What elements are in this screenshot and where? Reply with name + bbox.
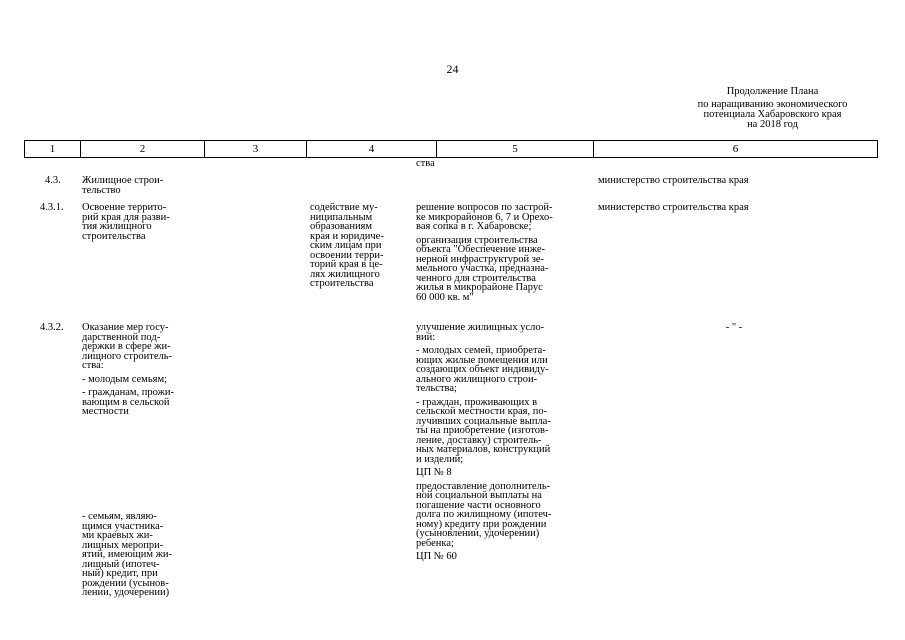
continuation-heading [640, 87, 905, 130]
continuation-line-1: Продолжение Плана [726, 86, 819, 97]
row-4-3-2-program-ref-1: ЦП № 8 [416, 467, 452, 478]
header-col-5: 5 [512, 143, 518, 155]
row-4-3-2-young-families: - молодым семьям; [82, 373, 168, 385]
row-4-3-1-number: 4.3.1. [40, 202, 64, 213]
row-4-3-executor: министерство строительства края [598, 175, 749, 186]
table-header-row [25, 140, 877, 158]
carry-over-text: ства [416, 158, 435, 169]
header-col-3: 3 [252, 143, 259, 155]
row-4-3-2-result-1: улучшение жилищных усло- вий: [416, 322, 545, 343]
row-4-3-2-result-4: предоставление дополнитель- ной социальной выплаты на погашение части основного долга по жилищному (ипотеч- ному) кредиту при рождении (усыновлении, удочерении) ребенка; [416, 480, 552, 549]
header-col-2: 2 [139, 143, 146, 155]
row-4-3-2-rural-citizens: - гражданам, прожи- вающим в сельской местности [82, 387, 174, 417]
row-4-3-number: 4.3. [45, 175, 61, 186]
row-4-3-2-results [416, 323, 586, 562]
row-4-3-2-title: Оказание мер госу- дарственной под- держки в сфере жи- лищного строитель- ства: [82, 322, 173, 371]
row-4-3-1-result-1: решение вопросов по застрой- ке микрорайонов 6, 7 и Орехо- вая сопка в г. Хабаровске; [416, 202, 553, 232]
row-4-3-2-title-block [82, 323, 207, 417]
row-4-3-1-title: Освоение террито- рий края для разви- тия жилищного строительства [82, 202, 170, 242]
row-4-3-2-program-ref-2: ЦП № 60 [416, 551, 457, 562]
row-4-3-title: Жилищное строи- тельство [82, 175, 164, 196]
continuation-line-3: потенциала Хабаровского края [703, 109, 842, 120]
row-4-3-1-result-2: организация строительства объекта "Обеспечение инже- нерной инфраструктурой зе- мельного участка, предназна- ченного для строительства жилья в микрорайоне Парус 60 000 кв. м" [416, 234, 549, 303]
row-4-3-1-executor: министерство строительства края [598, 202, 749, 213]
row-4-3-2-result-2: - молодых семей, приобрета- ющих жилые помещения или создающих объект индивиду- ального жилищного строи- тельства; [416, 345, 549, 394]
row-4-3-2-mortgage-families: - семьям, являю- щимся участника- ми краевых жи- лищных меропри- ятий, имеющим жи- лищный (ипотеч- ный) кредит, при рождении (усынов- лении, удочерении) [82, 511, 173, 598]
row-4-3-2-number: 4.3.2. [40, 322, 64, 333]
row-4-3-1-results [416, 203, 586, 302]
continuation-line-4: на 2018 год [747, 119, 798, 130]
row-4-3-2-result-3: - граждан, проживающих в сельской местности края, по- лучивших социальные выпла- ты на приобретение (изготов- ление, доставку) строитель- ных материалов, конструкций и изделий; [416, 396, 551, 465]
continuation-line-2: по наращиванию экономического [697, 99, 848, 110]
header-col-6: 6 [732, 143, 739, 155]
header-divider [877, 140, 878, 158]
row-4-3-2-executor: - " - [725, 322, 743, 333]
header-col-4: 4 [368, 143, 375, 155]
header-col-1: 1 [49, 143, 56, 155]
row-4-3-1-measures: содействие му- ниципальным образованиям края и юридиче- ским лицам при освоении терри- торий края в це- лях жилищного строительства [310, 202, 384, 289]
page-number: 24 [446, 62, 459, 76]
